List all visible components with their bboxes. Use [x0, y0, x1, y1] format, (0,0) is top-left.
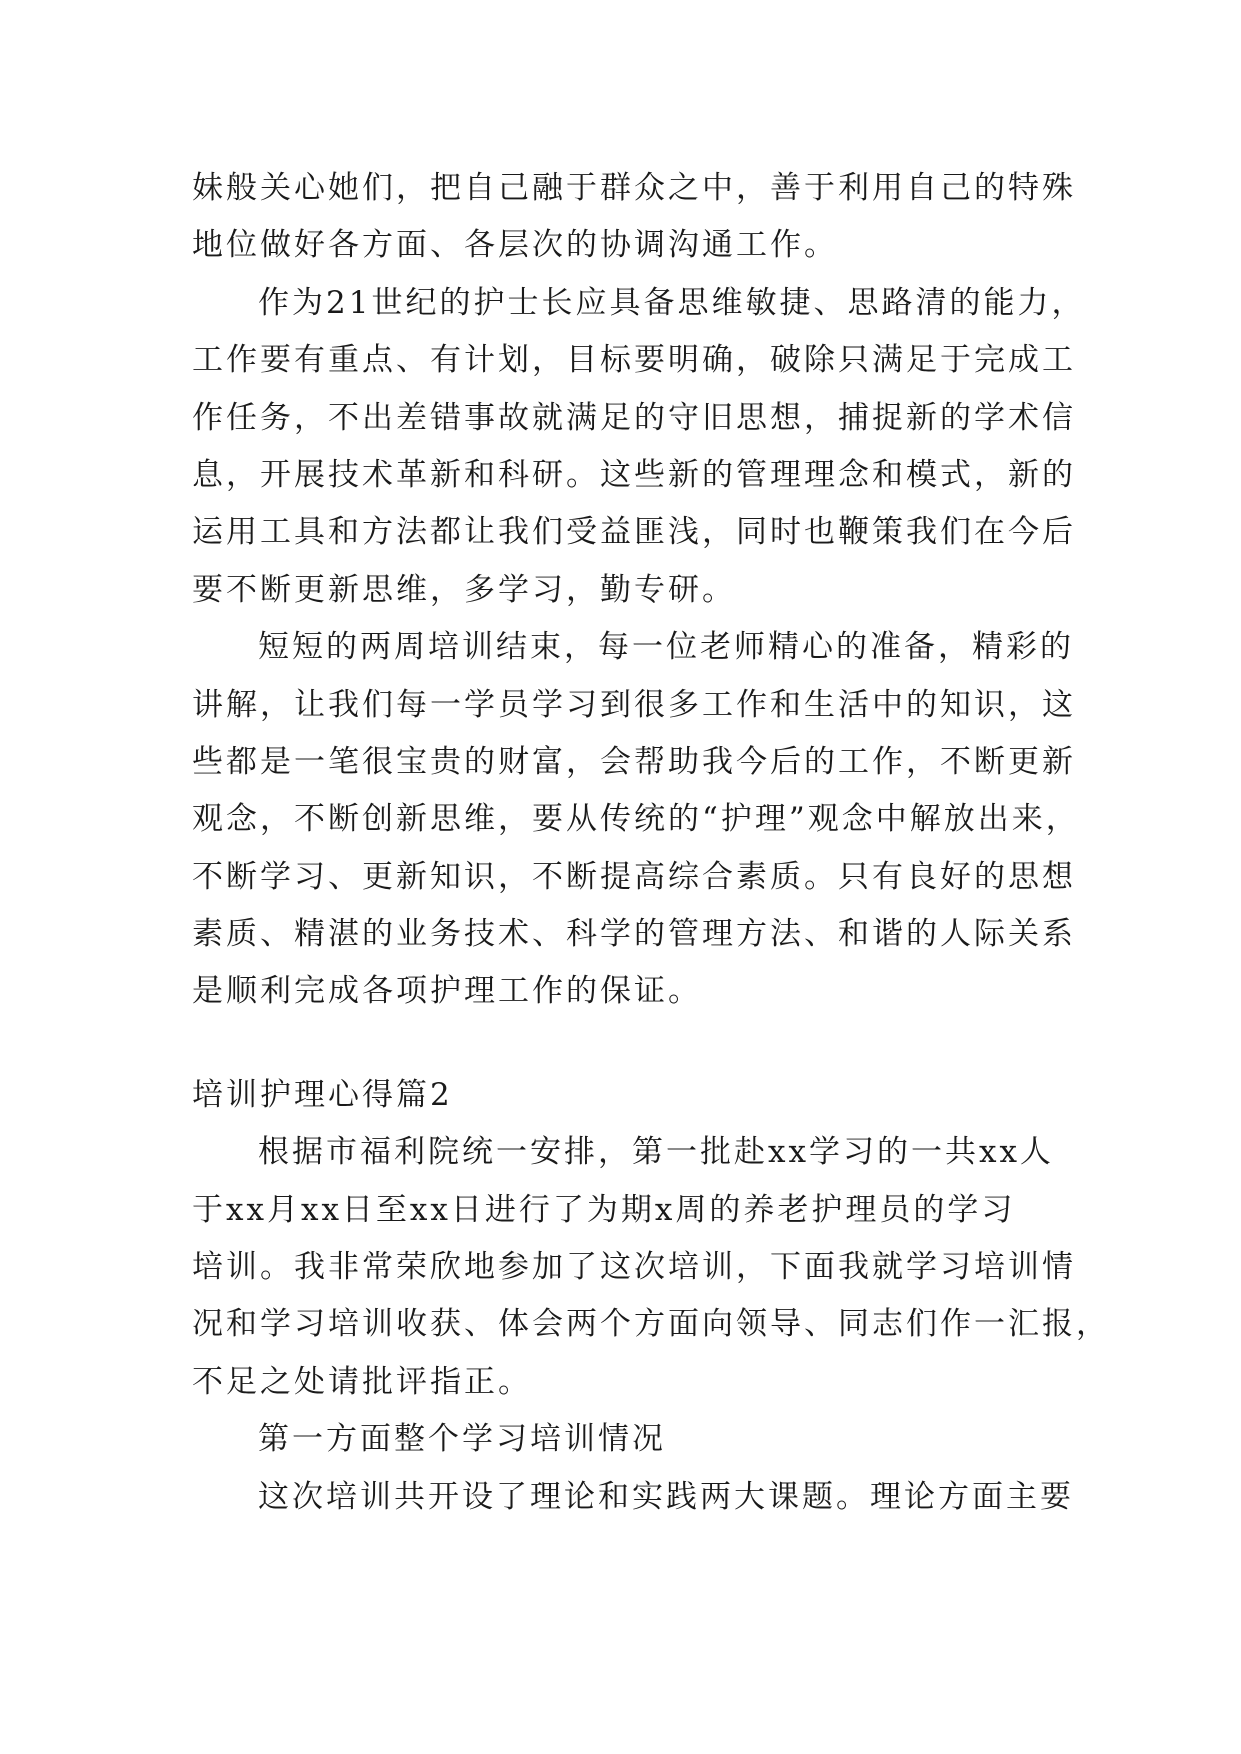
text-line: 作任务，不出差错事故就满足的守旧思想，捕捉新的学术信	[192, 399, 1076, 436]
paragraph-start-line: 作为21世纪的护士长应具备思维敏捷、思路清的能力，	[258, 284, 1086, 321]
text-line: 妹般关心她们，把自己融于群众之中，善于利用自己的特殊	[192, 170, 1076, 206]
subheading-line: 第一方面整个学习培训情况	[258, 1421, 666, 1458]
text-line: 息，开展技术革新和科研。这些新的管理理念和模式，新的	[192, 456, 1076, 493]
text-line: 于xx月xx日至xx日进行了为期x周的养老护理员的学习	[192, 1191, 1016, 1228]
document-body	[192, 160, 1110, 1526]
text-line: 素质、精湛的业务技术、科学的管理方法、和谐的人际关系	[192, 916, 1076, 953]
text-line: 培训。我非常荣欣地参加了这次培训，下面我就学习培训情	[192, 1249, 1076, 1286]
paragraph-start-line: 根据市福利院统一安排，第一批赴xx学习的一共xx人	[258, 1134, 1054, 1171]
paragraph-start-line: 短短的两周培训结束，每一位老师精心的准备，精彩的	[258, 629, 1074, 666]
text-line: 要不断更新思维，多学习，勤专研。	[192, 571, 736, 608]
text-line: 观念，不断创新思维，要从传统的“护理”观念中解放出来，	[192, 801, 1080, 838]
text-line: 讲解，让我们每一学员学习到很多工作和生活中的知识，这	[192, 686, 1076, 723]
text-line: 地位做好各方面、各层次的协调沟通工作。	[192, 227, 838, 264]
text-line: 况和学习培训收获、体会两个方面向领导、同志们作一汇报，	[192, 1306, 1110, 1343]
text-line: 工作要有重点、有计划，目标要明确，破除只满足于完成工	[192, 342, 1076, 379]
text-line: 不断学习、更新知识，不断提高综合素质。只有良好的思想	[192, 858, 1076, 895]
section-heading: 培训护理心得篇2	[192, 1076, 453, 1113]
text-line: 不足之处请批评指正。	[192, 1363, 532, 1400]
text-line: 些都是一笔很宝贵的财富，会帮助我今后的工作，不断更新	[192, 743, 1076, 780]
paragraph-start-line: 这次培训共开设了理论和实践两大课题。理论方面主要	[258, 1478, 1074, 1515]
text-line: 是顺利完成各项护理工作的保证。	[192, 973, 702, 1010]
text-line: 运用工具和方法都让我们受益匪浅，同时也鞭策我们在今后	[192, 514, 1076, 551]
